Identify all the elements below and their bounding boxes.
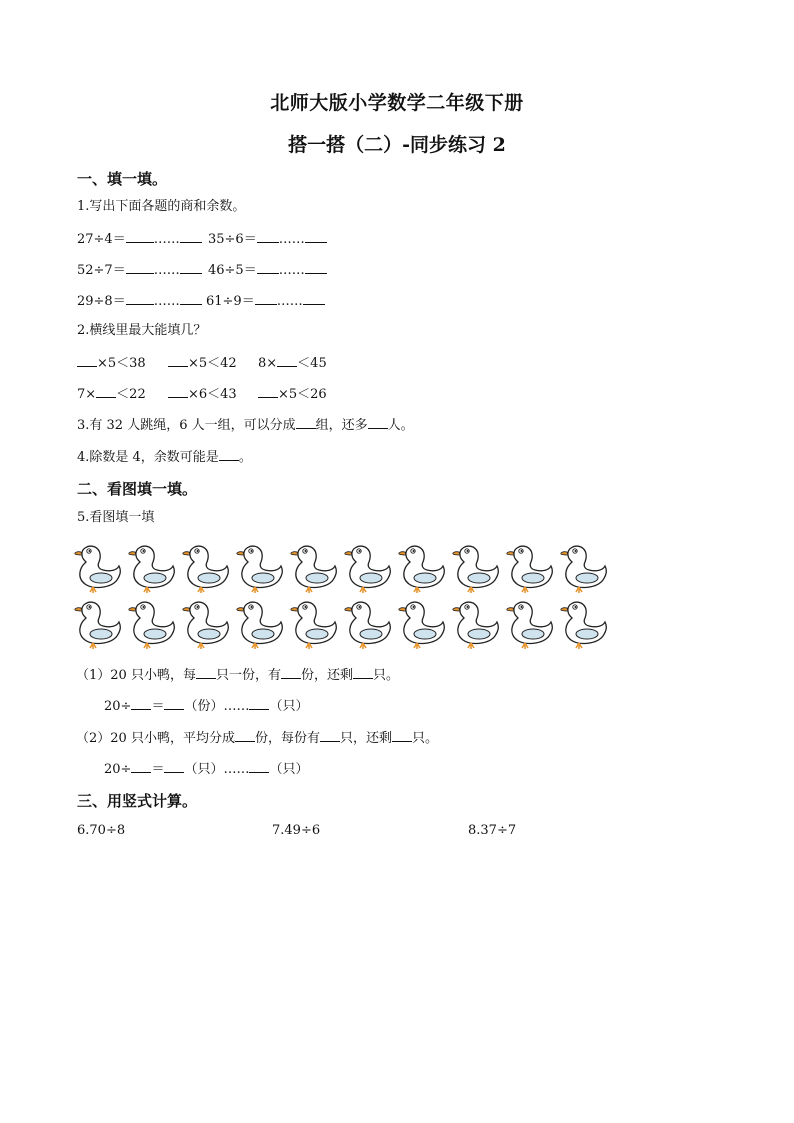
q1-item [77,230,202,248]
answer-blank[interactable] [249,760,269,773]
duck-row [73,596,613,650]
section-heading-fill: 一、填一填。 [77,170,168,188]
q2-item [258,354,327,372]
q1-expression: 46÷5＝ [208,263,257,278]
q2-expression: 7× [77,387,97,402]
q2-item [258,385,327,403]
question-3 [77,416,414,434]
answer-blank[interactable] [131,760,151,773]
q5-text: 只，还剩 [339,731,392,746]
duck-icon [397,596,448,650]
q2-item [77,385,146,403]
answer-blank[interactable] [320,729,340,742]
answer-blank[interactable] [303,292,325,305]
q5-equation-text: （只） [269,762,309,777]
q3-text: 3.有 32 人跳绳，6 人一组，可以分成 [77,418,296,433]
q2-item [77,354,146,372]
question-2-prompt: 2.横线里最大能填几？ [77,323,207,338]
ellipsis: …… [278,232,305,247]
page-subtitle: 搭一搭（二）-同步练习 2 [288,134,506,156]
answer-blank[interactable] [305,261,327,274]
question-5-equation-1 [104,697,308,715]
question-8: 8.37÷7 [468,823,517,838]
ellipsis: …… [153,263,180,278]
q5-text: 份，还剩 [300,668,353,683]
duck-picture [73,540,613,652]
q5-text: 只。 [372,668,399,683]
q2-expression: ×5＜42 [188,356,237,371]
duck-icon [235,540,286,594]
q1-expression: 52÷7＝ [77,263,126,278]
q4-text: 4.除数是 4，余数可能是 [77,450,219,465]
q1-item [77,261,202,279]
q5-text: 份，每份有 [254,731,320,746]
answer-blank[interactable] [168,385,188,398]
q1-item [208,230,327,248]
duck-icon [235,596,286,650]
answer-blank[interactable] [96,385,116,398]
q5-equation-text: （只） [269,699,309,714]
q4-text: 。 [238,450,252,465]
question-5-equation-2 [104,760,308,778]
duck-icon [181,540,232,594]
answer-blank[interactable] [257,230,279,243]
q1-item [208,261,327,279]
duck-icon [451,540,502,594]
answer-blank[interactable] [249,697,269,710]
q2-expression: ×5＜26 [278,387,327,402]
answer-blank[interactable] [219,448,239,461]
question-6: 6.70÷8 [77,823,126,838]
answer-blank[interactable] [353,666,373,679]
duck-row [73,540,613,594]
q2-expression: ＜45 [297,356,327,371]
duck-icon [505,596,556,650]
answer-blank[interactable] [126,230,154,243]
answer-blank[interactable] [296,416,316,429]
q2-item [168,385,237,403]
q1-expression: 29÷8＝ [77,294,126,309]
ellipsis: …… [153,232,180,247]
answer-blank[interactable] [180,261,202,274]
section-heading-vertical-calc: 三、用竖式计算。 [77,792,198,810]
answer-blank[interactable] [235,729,255,742]
q2-expression: ×6＜43 [188,387,237,402]
duck-icon [559,596,610,650]
duck-icon [127,540,178,594]
answer-blank[interactable] [180,230,202,243]
question-5-part-1 [76,666,399,684]
duck-icon [451,596,502,650]
answer-blank[interactable] [126,292,154,305]
q2-expression: 8× [258,356,278,371]
question-1-prompt: 1.写出下面各题的商和余数。 [77,199,246,214]
q5-text: 只。 [411,731,438,746]
q5-equation-text: ＝ [151,699,165,714]
q2-item [168,354,237,372]
answer-blank[interactable] [131,697,151,710]
answer-blank[interactable] [126,261,154,274]
duck-icon [73,596,124,650]
ellipsis: …… [276,294,303,309]
duck-icon [397,540,448,594]
answer-blank[interactable] [257,261,279,274]
q5-equation-text: （份）…… [184,699,250,714]
q2-expression: ×5＜38 [97,356,146,371]
answer-blank[interactable] [281,666,301,679]
q5-equation-text: （只）…… [184,762,250,777]
question-5-part-2 [76,729,438,747]
answer-blank[interactable] [368,416,388,429]
ellipsis: …… [153,294,180,309]
q1-expression: 61÷9＝ [206,294,255,309]
q3-text: 人。 [387,418,414,433]
answer-blank[interactable] [277,354,297,367]
duck-icon [505,540,556,594]
duck-icon [559,540,610,594]
q1-item [206,292,325,310]
answer-blank[interactable] [164,760,184,773]
q5-text: （2）20 只小鸭，平均分成 [76,731,235,746]
page-title: 北师大版小学数学二年级下册 [270,92,524,114]
q5-equation-text: 20÷ [104,699,132,714]
q1-item [77,292,202,310]
duck-icon [73,540,124,594]
ellipsis: …… [278,263,305,278]
q5-text: 只一份，有 [215,668,281,683]
question-4 [77,448,252,466]
answer-blank[interactable] [255,292,277,305]
q2-expression: ＜22 [116,387,146,402]
question-7: 7.49÷6 [272,823,321,838]
duck-icon [289,596,340,650]
answer-blank[interactable] [305,230,327,243]
duck-icon [343,540,394,594]
q5-equation-text: 20÷ [104,762,132,777]
question-5-prompt: 5.看图填一填 [77,510,155,525]
answer-blank[interactable] [180,292,202,305]
q1-expression: 35÷6＝ [208,232,257,247]
q5-text: （1）20 只小鸭，每 [76,668,196,683]
duck-icon [289,540,340,594]
answer-blank[interactable] [77,354,97,367]
section-heading-picture: 二、看图填一填。 [77,480,198,498]
duck-icon [127,596,178,650]
answer-blank[interactable] [168,354,188,367]
answer-blank[interactable] [258,385,278,398]
duck-icon [343,596,394,650]
answer-blank[interactable] [392,729,412,742]
q5-equation-text: ＝ [151,762,165,777]
q1-expression: 27÷4＝ [77,232,126,247]
duck-icon [181,596,232,650]
q3-text: 组，还多 [315,418,368,433]
answer-blank[interactable] [196,666,216,679]
answer-blank[interactable] [164,697,184,710]
